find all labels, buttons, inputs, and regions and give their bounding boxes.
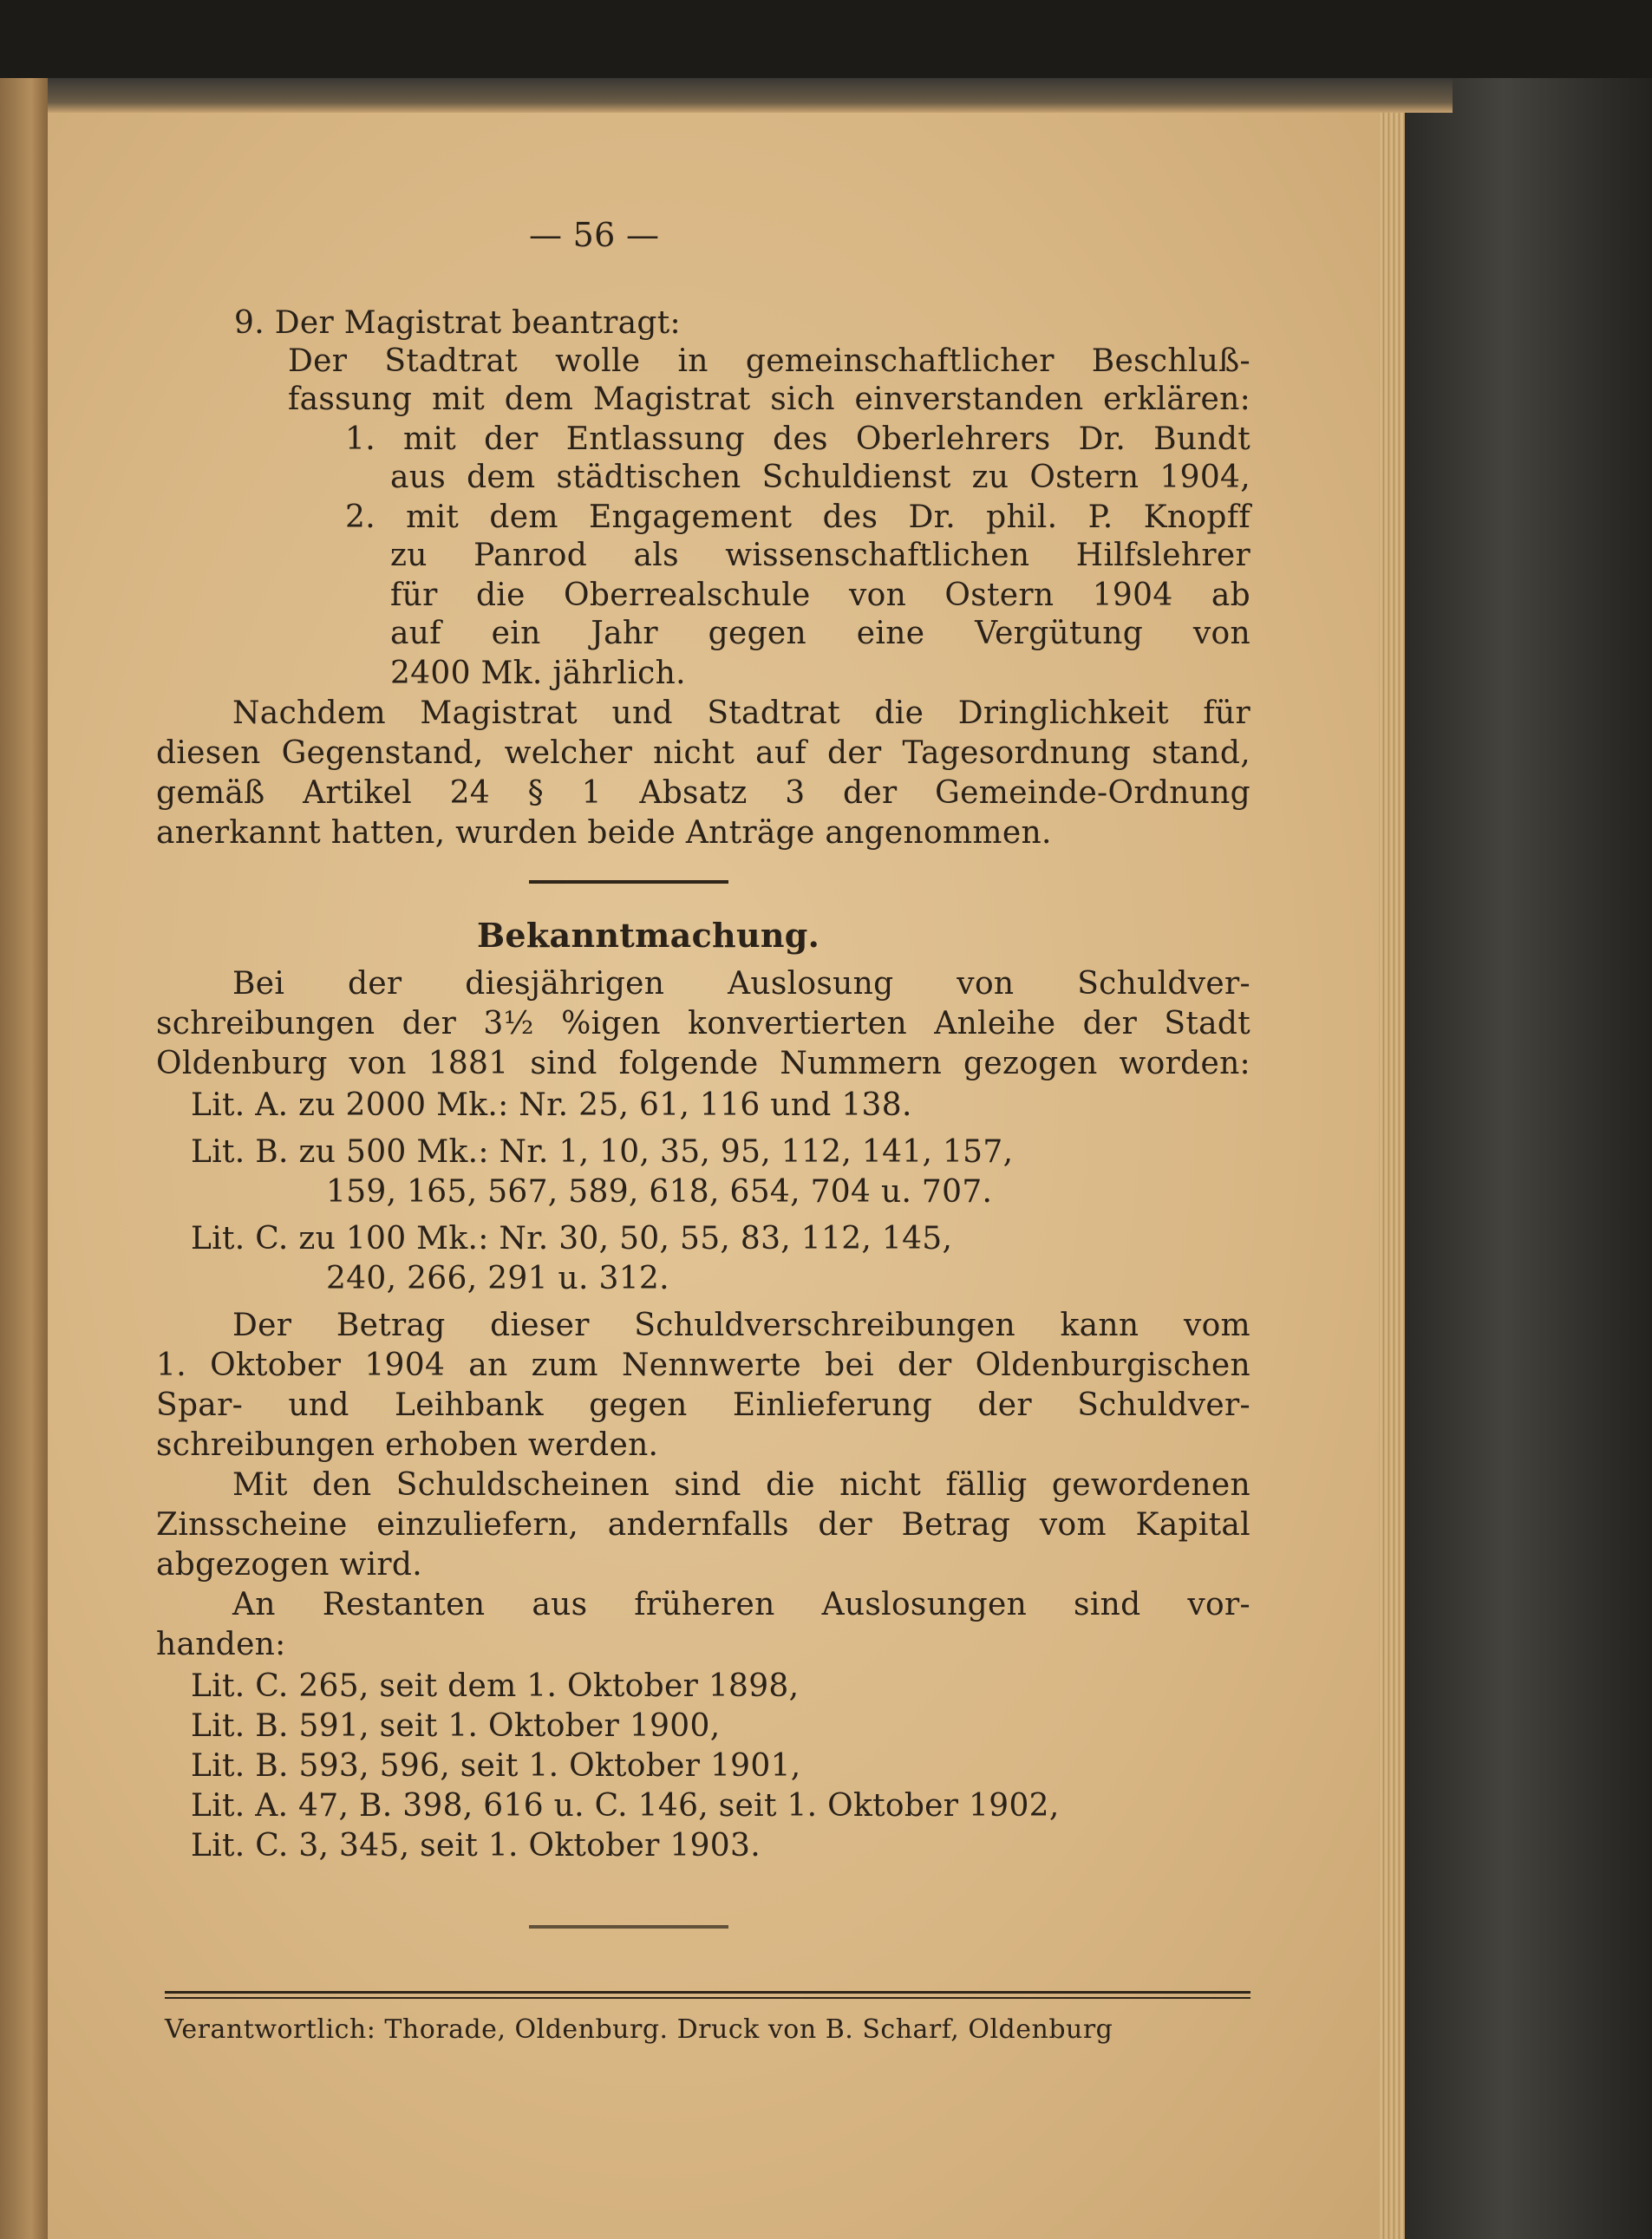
footer-rule-top	[165, 1991, 1250, 1994]
item9-line: für die Oberrealschule von Ostern 1904 ab	[390, 578, 1250, 613]
closing-divider	[529, 1925, 728, 1929]
lot-line: Lit. C. zu 100 Mk.: Nr. 30, 50, 55, 83, 112, 145,	[191, 1221, 953, 1257]
binding-top	[48, 78, 1453, 113]
remainder-line: Lit. A. 47, B. 398, 616 u. C. 146, seit 1. Oktober 1902,	[191, 1788, 1060, 1824]
conclusion-line: Nachdem Magistrat und Stadtrat die Dringlichkeit für	[232, 695, 1250, 731]
conclusion-line: diesen Gegenstand, welcher nicht auf der Tagesordnung stand,	[156, 735, 1250, 771]
conclusion-line: anerkannt hatten, wurden beide Anträge angenommen.	[156, 815, 1052, 851]
lot-line: 159, 165, 567, 589, 618, 654, 704 u. 707.	[326, 1174, 993, 1210]
item9-line: auf ein Jahr gegen eine Vergütung von	[390, 616, 1250, 651]
notice-body-line: Der Betrag dieser Schuldverschreibungen kann vom	[232, 1308, 1250, 1343]
notice-body-line: Zinsscheine einzuliefern, andernfalls der Betrag vom Kapital	[156, 1507, 1250, 1543]
lot-line: 240, 266, 291 u. 312.	[326, 1261, 669, 1296]
notice-body-line: abgezogen wird.	[156, 1547, 423, 1583]
lot-line: Lit. A. zu 2000 Mk.: Nr. 25, 61, 116 und 138.	[191, 1087, 912, 1123]
notice-intro-line: Bei der diesjährigen Auslosung von Schuldver-	[232, 966, 1250, 1002]
notice-body-line: handen:	[156, 1627, 286, 1662]
section-divider	[529, 880, 728, 884]
item9-intro: 9. Der Magistrat beantragt:	[234, 305, 681, 341]
item9-line: zu Panrod als wissenschaftlichen Hilfslehrer	[390, 538, 1250, 573]
notice-body-line: 1. Oktober 1904 an zum Nennwerte bei der Oldenburgischen	[156, 1348, 1250, 1383]
lot-line: Lit. B. zu 500 Mk.: Nr. 1, 10, 35, 95, 112, 141, 157,	[191, 1134, 1014, 1170]
item9-line: fassung mit dem Magistrat sich einverstanden erklären:	[288, 382, 1250, 417]
notice-body-line: An Restanten aus früheren Auslosungen sind vor-	[232, 1587, 1250, 1622]
notice-body-line: Spar- und Leihbank gegen Einlieferung der Schuldver-	[156, 1387, 1250, 1423]
notice-heading: Bekanntmachung.	[477, 916, 820, 955]
remainder-line: Lit. C. 265, seit dem 1. Oktober 1898,	[191, 1668, 800, 1704]
page-number: — 56 —	[529, 216, 660, 254]
item9-line: 1. mit der Entlassung des Oberlehrers Dr. Bundt	[345, 421, 1250, 457]
remainder-line: Lit. B. 593, 596, seit 1. Oktober 1901,	[191, 1748, 801, 1784]
imprint-footer: Verantwortlich: Thorade, Oldenburg. Druck von B. Scharf, Oldenburg	[165, 2014, 1113, 2045]
left-page-edge	[0, 78, 52, 2239]
notice-intro-line: Oldenburg von 1881 sind folgende Nummern gezogen worden:	[156, 1046, 1250, 1081]
footer-rule-bottom	[165, 1997, 1250, 1999]
item9-line: aus dem städtischen Schuldienst zu Ostern 1904,	[390, 460, 1250, 495]
remainder-line: Lit. C. 3, 345, seit 1. Oktober 1903.	[191, 1828, 761, 1864]
item9-line: 2400 Mk. jährlich.	[390, 656, 686, 691]
item9-line: 2. mit dem Engagement des Dr. phil. P. Knopff	[345, 499, 1250, 535]
remainder-line: Lit. B. 591, seit 1. Oktober 1900,	[191, 1708, 721, 1744]
book-cover	[1405, 78, 1652, 2239]
notice-intro-line: schreibungen der 3½ %igen konvertierten Anleihe der Stadt	[156, 1006, 1250, 1041]
conclusion-line: gemäß Artikel 24 § 1 Absatz 3 der Gemeinde-Ordnung	[156, 775, 1250, 811]
notice-body-line: schreibungen erhoben werden.	[156, 1427, 659, 1463]
item9-line: Der Stadtrat wolle in gemeinschaftlicher Beschluß-	[288, 343, 1250, 379]
notice-body-line: Mit den Schuldscheinen sind die nicht fällig gewordenen	[232, 1467, 1250, 1503]
